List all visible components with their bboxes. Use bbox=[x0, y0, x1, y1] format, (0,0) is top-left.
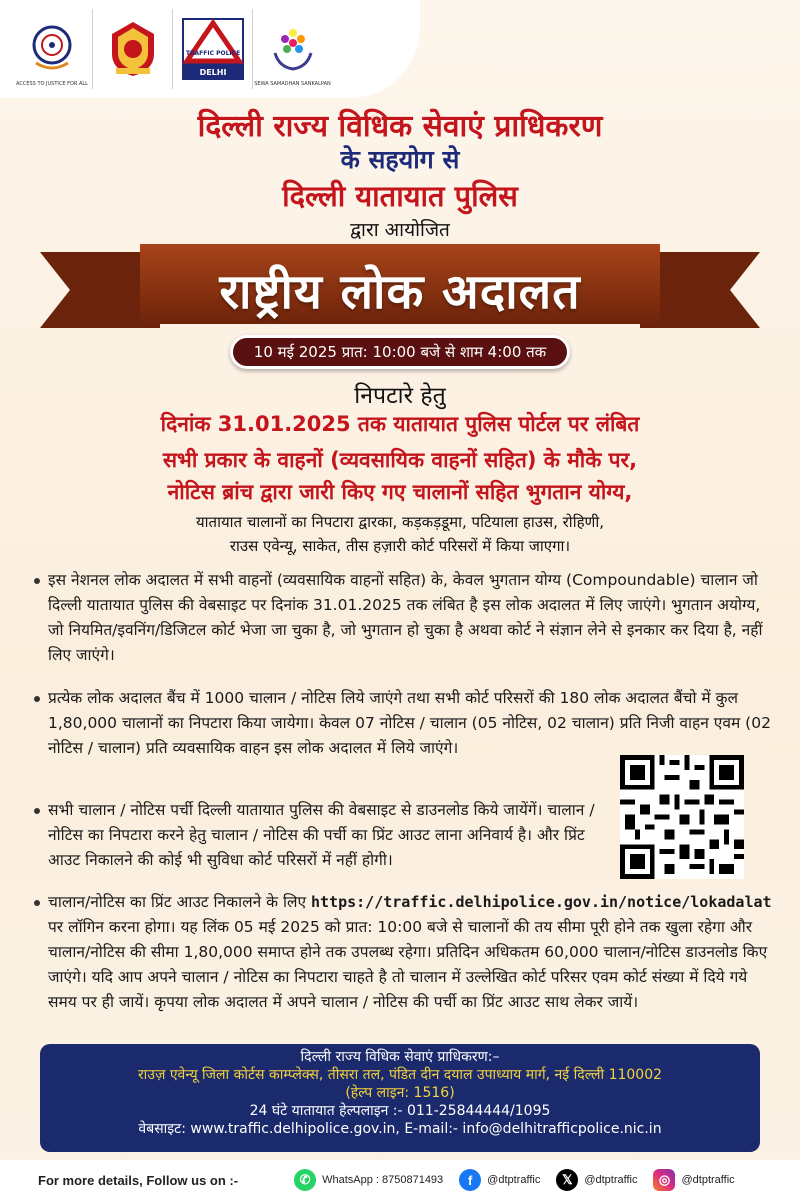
header-line-3: दिल्ली यातायात पुलिस bbox=[282, 179, 518, 213]
bullet-bench-limit: प्रत्येक लोक अदालत बैंच में 1000 चालान / नोटिस लिये जाएंगे तथा सभी कोर्ट परिसरों की 180 लोक अदालत बैंचो में कुल 1,80,000 चालानों का निपटारा किया जायेगा। केवल 07 नोटिस / चालान (05 नोटिस, 02 चालान) प्रति निजी वाहन एवम (02 नोटिस / चालान) प्रति व्यवसायिक वाहन इस लोक अदालत में लिये जाएंगे। bbox=[48, 686, 778, 761]
settlement-red-3: नोटिस ब्रांच द्वारा जारी किए गए चालानों सहित भुगतान योग्य, bbox=[167, 480, 633, 504]
facebook-text: @dtptraffic bbox=[487, 1174, 541, 1186]
x-text: @dtptraffic bbox=[584, 1174, 638, 1186]
banner-title: राष्ट्रीय लोक अदालत bbox=[219, 264, 581, 320]
instagram-text: @dtptraffic bbox=[681, 1174, 735, 1186]
dlsa-emblem-icon bbox=[12, 9, 92, 89]
facebook-link[interactable] bbox=[459, 1169, 540, 1191]
traffic-helpline: 24 घंटे यातायात हेल्पलाइन :- 011-25844444/1095 bbox=[249, 1103, 551, 1119]
whatsapp-icon: ✆ bbox=[294, 1169, 316, 1191]
samadhan-logo-icon bbox=[252, 9, 332, 89]
header-line-1: दिल्ली राज्य विधिक सेवाएं प्राधिकरण bbox=[197, 109, 603, 144]
settlement-red-2: सभी प्रकार के वाहनों (व्यवसायिक वाहनों सहित) के मौके पर, bbox=[162, 448, 638, 472]
header-line-4: द्वारा आयोजित bbox=[350, 219, 450, 241]
delhi-police-emblem-icon bbox=[92, 9, 172, 89]
whatsapp-link[interactable] bbox=[294, 1169, 443, 1191]
bullet-printout bbox=[48, 890, 778, 1015]
traffic-text-1: TRAFFIC POLICE bbox=[185, 50, 240, 57]
instagram-link[interactable] bbox=[653, 1169, 734, 1191]
bullet-compoundable: इस नेशनल लोक अदालत में सभी वाहनों (व्यवसायिक वाहनों सहित) के, केवल भुगतान योग्य (Compoundable) चालान जो दिल्ली यातायात पुलिस की वेबसाइट पर दिनांक 31.01.2025 तक लंबित है इस लोक अदालत में लिए जाएंगे। भुगतान अयोग्य, जो नियमित/इवनिंग/डिजिटल कोर्ट भेजा जा चुका है, जो भुगतान हो चुका है अथवा कोर्ट ने संज्ञान लेने से इनकार कर दिया है, नहीं लिए जाएंगे। bbox=[48, 568, 778, 668]
website-email: वेबसाइट: www.traffic.delhipolice.gov.in, E-mail:- info@delhitrafficpolice.nic.in bbox=[138, 1121, 662, 1137]
contact-box bbox=[40, 1044, 760, 1152]
traffic-police-logo-icon bbox=[172, 9, 252, 89]
printout-text-post: पर लॉगिन करना होगा। यह लिंक 05 मई 2025 को प्रात: 10:00 बजे से चालानों की तय सीमा पूरी होने तक खुला रहेगा और चालान/नोटिस की सीमा 1,80,000 समाप्त होने तक उपलब्ध रहेगा। प्रतिदिन अधिकतम 60,000 चालान/नोटिस डाउनलोड किए जाएंगे। यदि आप अपने चालान / नोटिस का निपटारा चाहते है तो चालान में उल्लेखित कोर्ट परिसर एवम कोर्ट संख्या में दिये गये समय पर ही जायें। कृपया लोक अदालत में अपने चालान / नोटिस की पर्ची का प्रिंट आउट साथ लेकर जायें। bbox=[48, 918, 768, 1011]
bullet-download: सभी चालान / नोटिस पर्ची दिल्ली यातायात पुलिस की वेबसाइट से डाउनलोड किये जायेंगें। चालान / नोटिस का निपटारा करने हेतु चालान / नोटिस की पर्ची का प्रिंट आउट लाना अनिवार्य है। और प्रिंट आउट निकालने की कोई भी सुविधा कोर्ट परिसरों में नहीं होगी। bbox=[48, 798, 610, 873]
x-icon: 𝕏 bbox=[556, 1169, 578, 1191]
traffic-text-2: DELHI bbox=[199, 68, 226, 77]
social-label: For more details, Follow us on :- bbox=[38, 1172, 239, 1188]
whatsapp-text: WhatsApp : 8750871493 bbox=[322, 1174, 444, 1186]
instagram-icon: ◎ bbox=[653, 1169, 675, 1191]
qr-code-icon[interactable] bbox=[620, 755, 744, 879]
court-list-1: यातायात चालानों का निपटारा द्वारका, कड़कड़डूमा, पटियाला हाउस, रोहिणी, bbox=[195, 513, 605, 531]
x-link[interactable] bbox=[556, 1169, 637, 1191]
social-bar bbox=[0, 1160, 800, 1200]
contact-address: राउज़ एवेन्यू जिला कोर्टस काम्प्लेक्स, तीसरा तल, पंडित दीन दयाल उपाध्याय मार्ग, नई दिल्ली 110002 bbox=[137, 1067, 663, 1083]
facebook-icon: f bbox=[459, 1169, 481, 1191]
date-pill: 10 मई 2025 प्रात: 10:00 बजे से शाम 4:00 तक bbox=[230, 335, 570, 369]
settlement-heading: निपटारे हेतु bbox=[354, 383, 446, 409]
contact-helpline: (हेल्प लाइन: 1516) bbox=[345, 1085, 455, 1101]
logo-bar bbox=[0, 0, 420, 98]
dlsa-caption: ACCESS TO JUSTICE FOR ALL bbox=[16, 81, 88, 87]
contact-org: दिल्ली राज्य विधिक सेवाएं प्राधिकरण:– bbox=[300, 1049, 500, 1065]
court-list-2: राउस एवेन्यू, साकेत, तीस हज़ारी कोर्ट परिसरों में किया जाएगा। bbox=[229, 537, 571, 555]
header-line-2: के सहयोग से bbox=[340, 145, 460, 174]
lokadalat-link[interactable]: https://traffic.delhipolice.gov.in/notice/lokadalat bbox=[310, 893, 772, 911]
printout-text-pre: चालान/नोटिस का प्रिंट आउट निकालने के लिए bbox=[48, 893, 311, 911]
samadhan-caption: SEWA SAMADHAN SANKALPAN bbox=[254, 81, 331, 87]
settlement-red-1: दिनांक 31.01.2025 तक यातायात पुलिस पोर्टल पर लंबित bbox=[160, 412, 640, 436]
